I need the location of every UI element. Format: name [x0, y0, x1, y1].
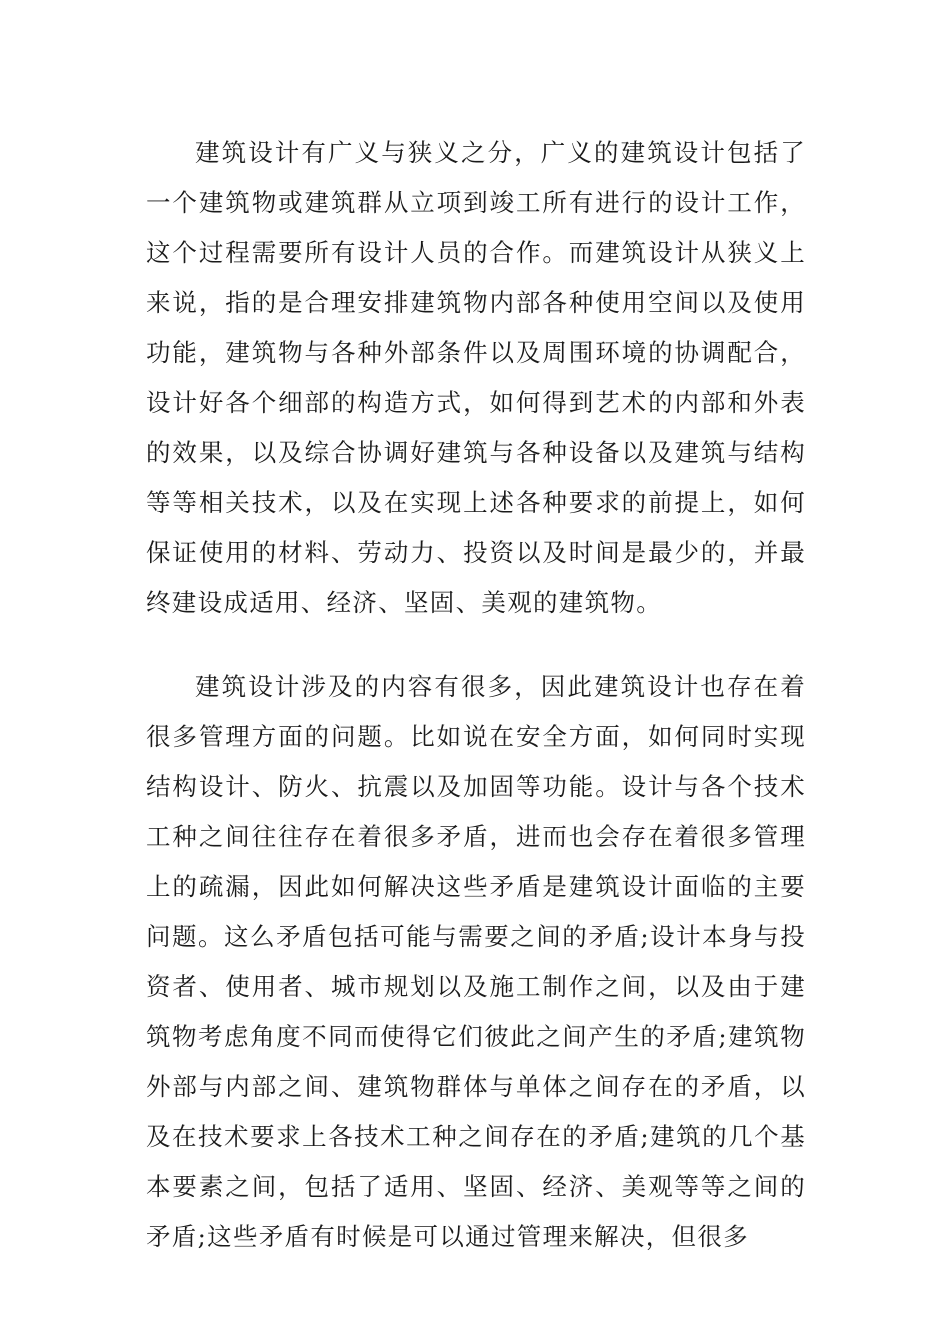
paragraph-1: 建筑设计有广义与狭义之分，广义的建筑设计包括了一个建筑物或建筑群从立项到竣工所有进行的设计工作，这个过程需要所有设计人员的合作。而建筑设计从狭义上来说，指的是合理安排建筑物内部各种使用空间以及使用功能，建筑物与各种外部条件以及周围环境的协调配合，设计好各个细部的构造方式，如何得到艺术的内部和外表的效果，以及综合协调好建筑与各种设备以及建筑与结构等等相关技术，以及在实现上述各种要求的前提上，如何保证使用的材料、劳动力、投资以及时间是最少的，并最终建设成适用、经济、坚固、美观的建筑物。 [146, 138, 806, 617]
document-body [146, 128, 806, 1262]
paragraph-2: 建筑设计涉及的内容有很多，因此建筑设计也存在着很多管理方面的问题。比如说在安全方面，如何同时实现结构设计、防火、抗震以及加固等功能。设计与各个技术工种之间往往存在着很多矛盾，进而也会存在着很多管理上的疏漏，因此如何解决这些矛盾是建筑设计面临的主要问题。这么矛盾包括可能与需要之间的矛盾;设计本身与投资者、使用者、城市规划以及施工制作之间，以及由于建筑物考虑角度不同而使得它们彼此之间产生的矛盾;建筑物外部与内部之间、建筑物群体与单体之间存在的矛盾，以及在技术要求上各技术工种之间存在的矛盾;建筑的几个基本要素之间，包括了适用、坚固、经济、美观等等之间的矛盾;这些矛盾有时候是可以通过管理来解决，但很多 [146, 672, 806, 1251]
